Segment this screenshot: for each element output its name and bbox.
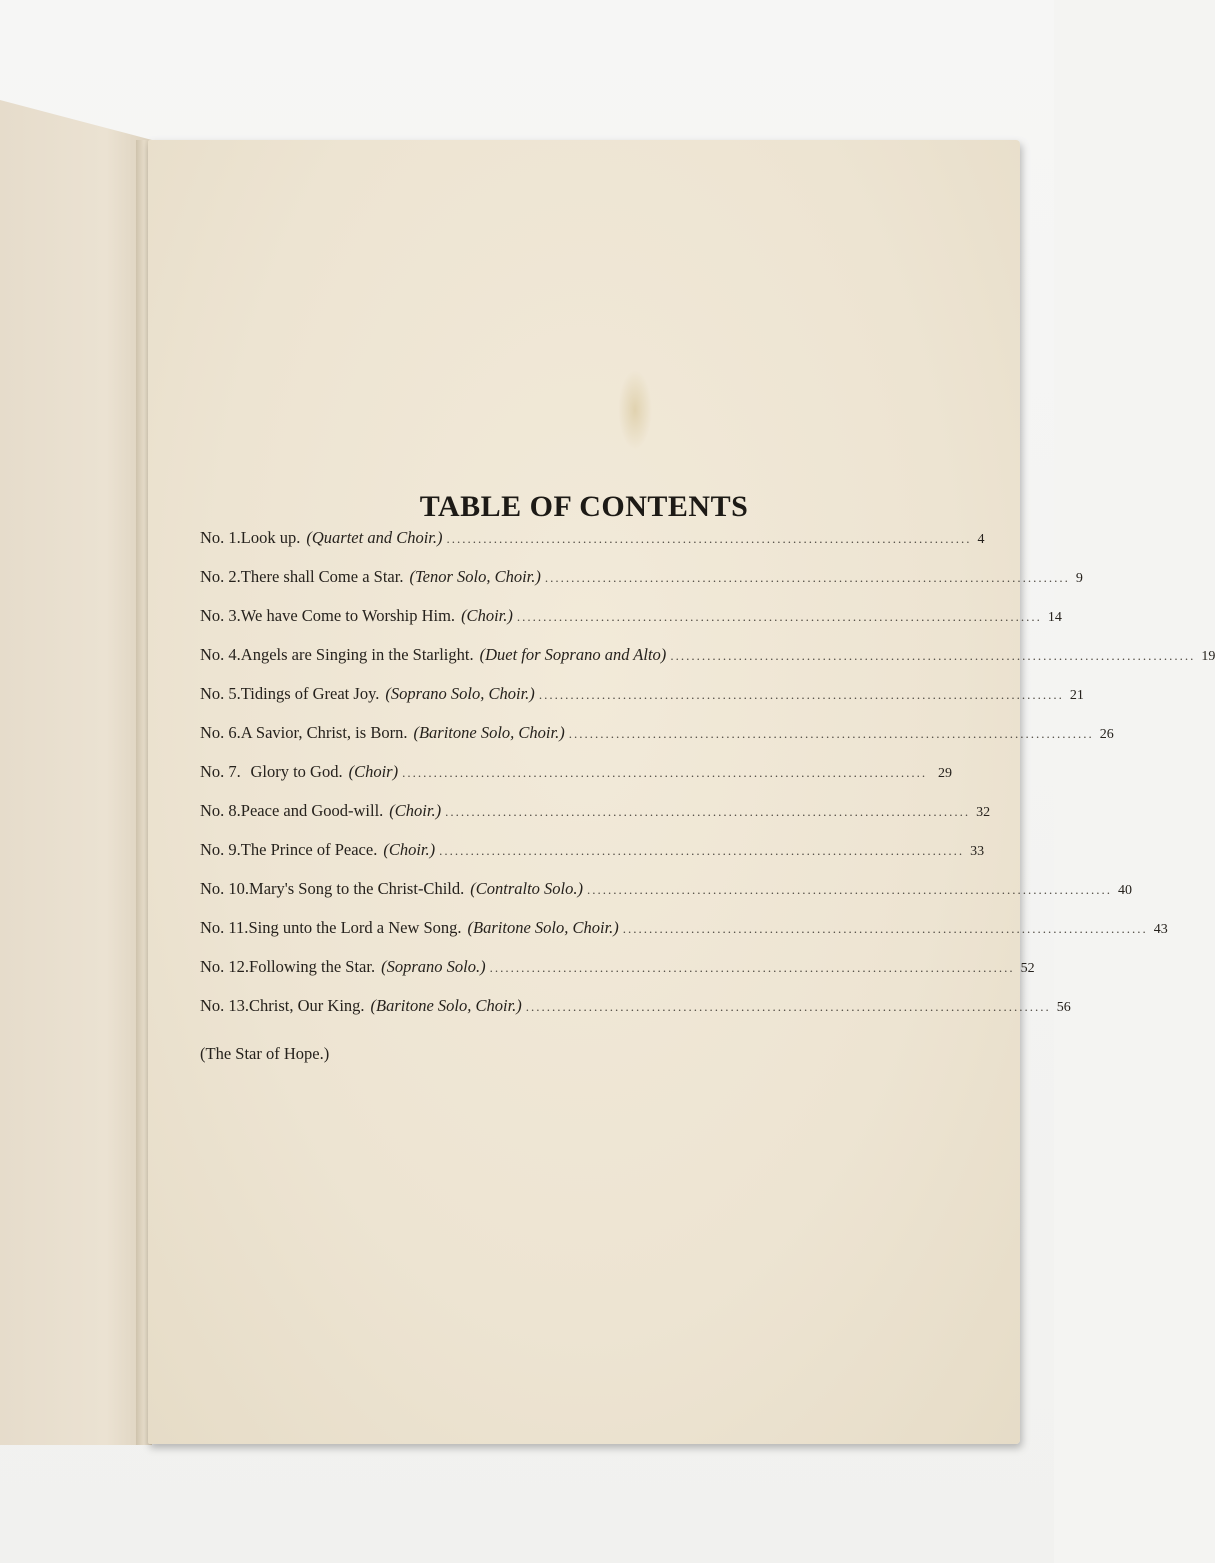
entry-page: 14 [1047, 610, 1062, 625]
entry-title: Tidings of Great Joy. [240, 684, 380, 703]
entry-page: 4 [977, 532, 985, 547]
toc-entry [200, 957, 1035, 987]
entry-number: No. 3. [200, 606, 241, 625]
entry-voices: (Choir.) [461, 606, 513, 625]
toc-entry [200, 567, 1083, 597]
entry-number: No. 1. [200, 528, 241, 547]
entry-voices: (Quartet and Choir.) [306, 528, 443, 547]
entry-title: The Prince of Peace. [240, 840, 378, 859]
footnote: (The Star of Hope.) [200, 1044, 330, 1063]
entry-title: There shall Come a Star. [240, 567, 404, 586]
entry-voices: (Choir.) [389, 801, 442, 820]
entry-number: No. 11. [200, 918, 249, 937]
dot-leader: .................................................................................................... [622, 921, 1148, 936]
entry-page: 9 [1075, 571, 1083, 586]
dot-leader: .................................................................................................... [544, 570, 1070, 585]
toc-entry [200, 762, 952, 792]
entry-page: 52 [1020, 961, 1035, 976]
right-page [148, 140, 1020, 1444]
entry-voices: (Baritone Solo, Choir.) [467, 918, 619, 937]
toc-entry [200, 723, 1114, 753]
entry-title: Following the Star. [249, 957, 376, 976]
toc-entry [200, 684, 1084, 714]
dot-leader: .................................................................................................... [568, 726, 1094, 741]
entry-voices: (Soprano Solo, Choir.) [385, 684, 535, 703]
dot-leader: .................................................................................................... [489, 960, 1015, 975]
entry-title: Sing unto the Lord a New Song. [248, 918, 462, 937]
entry-voices: (Contralto Solo.) [470, 879, 583, 898]
entry-number: No. 10. [200, 879, 250, 898]
entry-number: No. 2. [200, 567, 241, 586]
entry-title: Angels are Singing in the Starlight. [240, 645, 474, 664]
entry-voices: (Soprano Solo.) [381, 957, 486, 976]
entry-number: No. 8. [200, 801, 241, 820]
entry-title: Peace and Good-will. [240, 801, 384, 820]
left-page [0, 100, 152, 1445]
toc-entry [200, 606, 1062, 636]
entry-number: No. 12. [200, 957, 250, 976]
entry-number: No. 7. [200, 762, 241, 781]
entry-title: Mary's Song to the Christ-Child. [249, 879, 465, 898]
entry-voices: (Choir.) [383, 840, 436, 859]
entry-number: No. 4. [200, 645, 241, 664]
toc-entry [200, 879, 1132, 909]
entry-voices: (Baritone Solo, Choir.) [413, 723, 565, 742]
entry-voices: (Tenor Solo, Choir.) [409, 567, 541, 586]
dot-leader: .................................................................................................... [525, 999, 1051, 1014]
toc-entry [200, 996, 1071, 1026]
dot-leader: .................................................................................................... [538, 687, 1064, 702]
paper-stain [618, 370, 652, 450]
dot-leader: .................................................................................................... [516, 609, 1042, 624]
entry-page: 26 [1099, 727, 1114, 742]
entry-page: 43 [1153, 922, 1168, 937]
toc-entry [200, 528, 985, 558]
entry-page: 56 [1056, 1000, 1071, 1015]
entry-number: No. 9. [200, 840, 241, 859]
toc-entry [200, 801, 991, 831]
entry-number: No. 6. [200, 723, 241, 742]
entry-page: 40 [1118, 883, 1132, 898]
entry-page: 21 [1069, 688, 1084, 703]
entry-page: 32 [976, 805, 991, 820]
entry-page: 33 [970, 844, 985, 859]
entry-title: Look up. [240, 528, 301, 547]
dot-leader: .................................................................................................... [587, 882, 1112, 897]
dot-leader: .................................................................................................... [445, 804, 971, 819]
toc-heading: TABLE OF CONTENTS [419, 490, 749, 523]
toc-entry [200, 918, 1168, 948]
entry-number: No. 13. [200, 996, 250, 1015]
dot-leader: .................................................................................................... [402, 765, 928, 780]
entry-voices: (Duet for Soprano and Alto) [479, 645, 667, 664]
toc-entry [200, 840, 985, 870]
dot-leader: .................................................................................................... [446, 531, 972, 546]
entry-page: 29 [938, 766, 952, 781]
entry-title: Christ, Our King. [249, 996, 365, 1015]
entry-page: 19 [1201, 649, 1215, 664]
entry-title: A Savior, Christ, is Born. [240, 723, 408, 742]
toc-entry [200, 645, 1215, 675]
entry-voices: (Baritone Solo, Choir.) [370, 996, 522, 1015]
entry-title: We have Come to Worship Him. [240, 606, 456, 625]
entry-number: No. 5. [200, 684, 241, 703]
entry-voices: (Choir) [348, 762, 399, 781]
dot-leader: .................................................................................................... [439, 843, 965, 858]
dot-leader: .................................................................................................... [670, 648, 1196, 663]
entry-title: Glory to God. [250, 762, 343, 781]
